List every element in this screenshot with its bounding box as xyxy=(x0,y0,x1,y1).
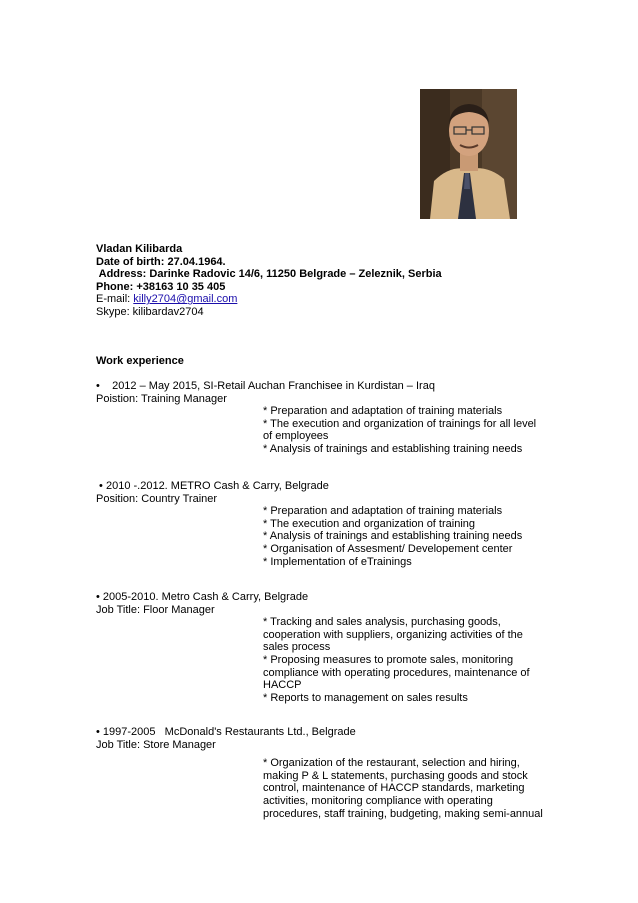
work-experience-heading: Work experience xyxy=(96,355,184,367)
duty-item: * The execution and organization of training xyxy=(263,517,475,530)
duty-item: * Analysis of trainings and establishing training needs xyxy=(263,442,523,455)
portrait-image xyxy=(420,89,517,219)
skype: Skype: kilibardav2704 xyxy=(96,305,204,318)
duty-item: * The execution and organization of trainings for all level of employees xyxy=(263,417,537,443)
email-label: E-mail: xyxy=(96,293,134,306)
job-duties xyxy=(263,616,548,704)
job-heading: • 2010 -.2012. METRO Cash & Carry, Belgrade xyxy=(96,480,329,492)
duty-item: * Implementation of eTrainings xyxy=(263,555,412,568)
job-entry xyxy=(96,591,556,704)
duty-item: * Organization of the restaurant, selection and hiring, making P & L statements, purchasing goods and stock control, maintenance of HACCP standards, marketing activities, monitoring compliance with operating procedures, staff training, budgeting, making semi-annual xyxy=(263,757,543,820)
phone: Phone: +38163 10 35 405 xyxy=(96,280,226,293)
job-duties xyxy=(263,405,548,455)
duty-item: * Preparation and adaptation of training materials xyxy=(263,505,503,518)
address: Address: Darinke Radovic 14/6, 11250 Belgrade – Zeleznik, Serbia xyxy=(96,268,442,281)
job-heading: • 2012 – May 2015, SI-Retail Auchan Franchisee in Kurdistan – Iraq xyxy=(96,380,435,392)
job-heading: • 1997-2005 McDonald's Restaurants Ltd., Belgrade xyxy=(96,726,356,738)
email-line xyxy=(96,293,546,306)
duty-item: * Preparation and adaptation of training materials xyxy=(263,405,503,418)
job-duties xyxy=(263,505,548,568)
job-position: Job Title: Store Manager xyxy=(96,738,216,751)
date-of-birth: Date of birth: 27.04.1964. xyxy=(96,255,226,268)
job-heading: • 2005-2010. Metro Cash & Carry, Belgrade xyxy=(96,591,309,603)
contact-block xyxy=(96,243,546,319)
duty-item: * Analysis of trainings and establishing training needs xyxy=(263,530,523,543)
job-entry xyxy=(96,726,556,820)
job-entry xyxy=(96,380,556,456)
job-entry xyxy=(96,480,556,568)
job-position: Poistion: Training Manager xyxy=(96,392,227,405)
candidate-name: Vladan Kilibarda xyxy=(96,243,183,255)
duty-item: * Reports to management on sales results xyxy=(263,691,468,704)
duty-item: * Organisation of Assesment/ Developement center xyxy=(263,542,513,555)
job-position: Job Title: Floor Manager xyxy=(96,603,215,616)
job-position: Position: Country Trainer xyxy=(96,492,218,505)
email-link[interactable]: killy2704@gmail.com xyxy=(133,293,238,306)
duty-item: * Tracking and sales analysis, purchasing goods, cooperation with suppliers, organizing activities of the sales process xyxy=(263,616,523,654)
job-duties xyxy=(263,757,548,820)
duty-item: * Proposing measures to promote sales, monitoring compliance with operating procedures, maintenance of HACCP xyxy=(263,653,530,692)
profile-photo xyxy=(420,89,517,219)
